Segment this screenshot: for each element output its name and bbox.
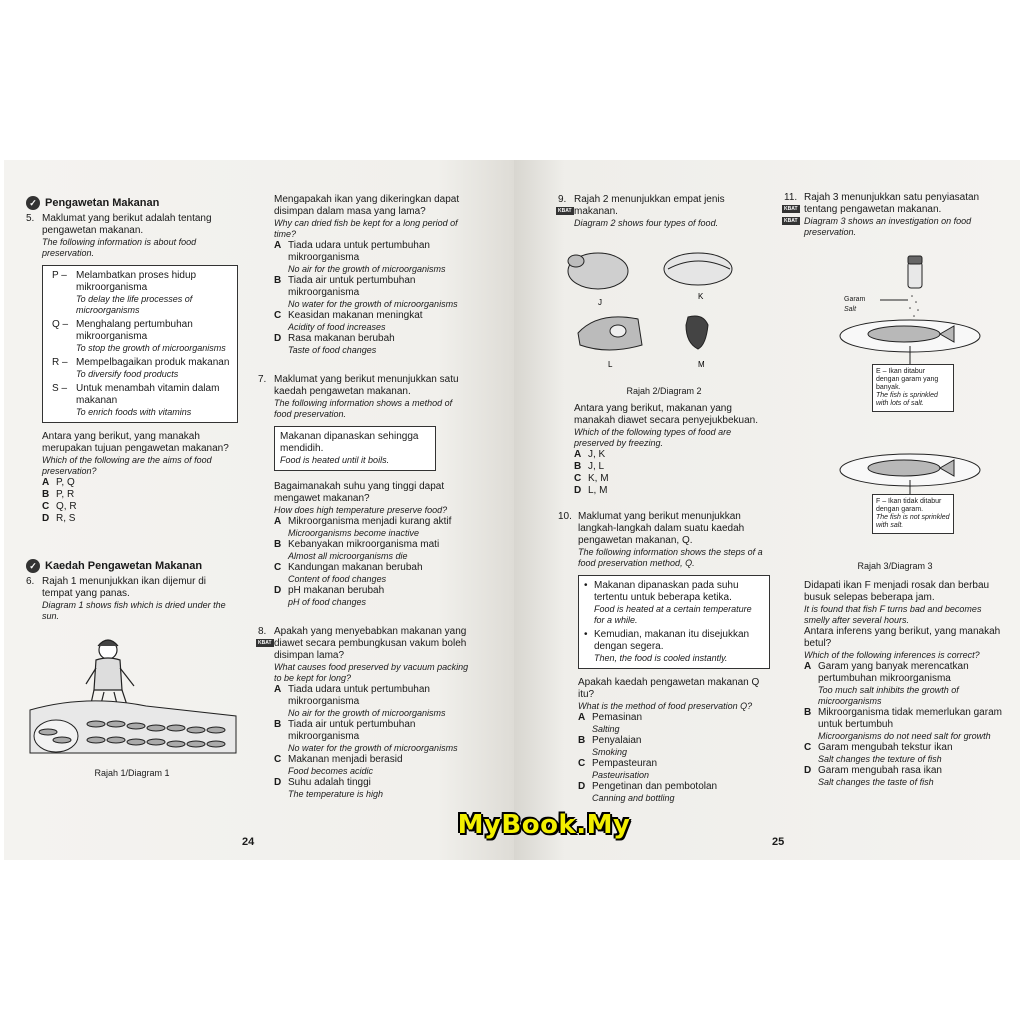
fish-tray (30, 701, 236, 753)
q8-option-b[interactable]: B Tiada air untuk pertumbuhan mikroorganisma No water for the growth of microorganisms (274, 719, 458, 753)
left-page (4, 160, 514, 860)
q8-option-d[interactable]: D Suhu adalah tinggi The temperature is high (274, 777, 384, 799)
q5-option-d[interactable]: D R, S (42, 513, 76, 524)
food-types-illustration (558, 233, 770, 381)
salt-shaker-icon (908, 262, 922, 288)
q11-option-c[interactable]: C Garam mengubah tekstur ikan Salt changes the texture of fish (804, 742, 953, 764)
q6-option-c[interactable]: C Keasidan makanan meningkat Acidity of food increases (274, 310, 423, 332)
q7-option-a[interactable]: A Mikroorganisma menjadi kurang aktif Microorganisms become inactive (274, 516, 452, 538)
left-column-1 (26, 196, 238, 779)
page-number-left: 24 (242, 836, 255, 848)
box-item-s: S – Untuk menambah vitamin dalam makanan To enrich foods with vitamins (52, 383, 220, 417)
q9-option-c[interactable]: C K, M (574, 473, 609, 484)
diagram-3-caption: Rajah 3/Diagram 3 (857, 561, 933, 571)
q5-option-b[interactable]: B P, R (42, 489, 75, 500)
fish-f-icon (868, 460, 940, 476)
q7-option-b[interactable]: B Kebanyakan mikroorganisma mati Almost all microorganisms die (274, 539, 440, 561)
q11-option-b[interactable]: B Mikroorganisma tidak memerlukan garam untuk bertumbuh Microorganisms do not need salt for growth (804, 707, 1002, 741)
question-9-stem: Antara yang berikut, makanan yang manakah diawet secara penyejukbekuan. Which of the following types of food are preserved by freezing. A J, K B J, L C K, M D L, M (558, 403, 770, 497)
question-11-stem: Didapati ikan F menjadi rosak dan berbau busuk selepas beberapa jam. It is found that fish F turns bad and becomes smelly after several hours. Antara inferens yang berikut, yang manakah betul? Which of the following inferences is correct? A Garam yang banyak merencatkan pertumbuhan mikroorganisma Too much salt inhibits the growth of microorganisms B Mikroorganisma tidak memerlukan garam untuk bertumbuh Microorganisms do not need salt for growth C Garam mengubah tekstur ikan Salt changes the texture of fish D Garam mengubah rasa ikan Salt changes the taste of fish (784, 580, 1006, 788)
fish-e-icon (868, 326, 940, 342)
diagram-2-caption: Rajah 2/Diagram 2 (626, 386, 702, 396)
right-page (514, 160, 1020, 860)
q10-option-d[interactable]: D Pengetinan dan pembotolan Canning and bottling (578, 781, 718, 803)
box-item-r: R – Mempelbagaikan produk makanan To diversify food products (52, 357, 230, 379)
q9-option-b[interactable]: B J, L (574, 461, 605, 472)
strawberry-icon (686, 316, 708, 349)
box-item-p: P – Melambatkan proses hidup mikroorganisma To delay the life processes of microorganisms (52, 270, 197, 315)
q11-option-d[interactable]: D Garam mengubah rasa ikan Salt changes the taste of fish (804, 765, 942, 787)
section-heading-kaedah: ✓ Kaedah Pengawetan Makanan (26, 559, 238, 573)
box-item-q: Q – Menghalang pertumbuhan mikroorganisma To stop the growth of microorganisms (52, 319, 226, 353)
right-column-2 (784, 192, 1006, 788)
box-fish-e: E – Ikan ditabur dengan garam yang banyak. The fish is sprinkled with lots of salt. (872, 364, 954, 412)
q7-option-c[interactable]: C Kandungan makanan berubah Content of food changes (274, 562, 423, 584)
question-6: 6. Rajah 1 menunjukkan ikan dijemur di tempat yang panas. Diagram 1 shows fish which is dried under the sun. (26, 576, 226, 621)
watermark: MyBook.My (457, 810, 631, 840)
q10-option-c[interactable]: C Pempasteuran Pasteurisation (578, 758, 658, 780)
q6-option-b[interactable]: B Tiada air untuk pertumbuhan mikroorganisma No water for the growth of microorganisms (274, 275, 458, 309)
section-heading-pengawetan: ✓ Pengawetan Makanan (26, 196, 238, 210)
question-10: 10. Maklumat yang berikut menunjukkan langkah-langkah dalam suatu kaedah pengawetan makanan, Q. The following information shows the steps of a food preservation method, Q. • Makanan dipanaskan pada suhu tertentu untuk beberapa ketika. Food is heated at a certain temperature for a while. • Kemudian, makanan itu disejukkan dengan segera. Then, the food is cooled instantly. Apakah kaedah pengawetan makanan Q itu? What is the method of food preservation Q? A Pemasinan Salting B Penyalaian Smoking C Pempasteuran Pasteurisation D Pengetinan dan pembotolan Canning and bottling (558, 511, 770, 804)
label-m: M (698, 360, 705, 369)
q10-info-box: • Makanan dipanaskan pada suhu tertentu untuk beberapa ketika. Food is heated at a certain temperature for a while. • Kemudian, makanan itu disejukkan dengan segera. Then, the food is cooled instantly. (578, 575, 770, 669)
check-icon: ✓ (26, 559, 40, 573)
q8-option-a[interactable]: A Tiada udara untuk pertumbuhan mikroorganisma No air for the growth of microorganisms (274, 684, 446, 718)
kbat-badge: KBAT (258, 640, 272, 646)
kbat-badge: KBAT (558, 208, 572, 214)
q5-option-c[interactable]: C Q, R (42, 501, 77, 512)
q6-option-a[interactable]: A Tiada udara untuk pertumbuhan mikroorganisma No air for the growth of microorganisms (274, 240, 446, 274)
q10-option-b[interactable]: B Penyalaian Smoking (578, 735, 642, 757)
man-figure (86, 640, 134, 708)
salt-label: Garam Salt (844, 296, 866, 313)
question-6-continued: Mengapakah ikan yang dikeringkan dapat disimpan dalam masa yang lama? Why can dried fish be kept for a long period of time? A Tiada udara untuk pertumbuhan mikroorganisma No air for the growth of microorganisms B Tiada air untuk pertumbuhan mikroorganisma No water for the growth of microorganisms C Keasidan makanan meningkat Acidity of food increases D Rasa makanan berubah Taste of food changes (258, 194, 470, 356)
q7-info-box: Makanan dipanaskan sehingga mendidih. Food is heated until it boils. (274, 426, 436, 471)
q11-option-a[interactable]: A Garam yang banyak merencatkan pertumbuhan mikroorganisma Too much salt inhibits the growth of microorganisms (804, 661, 969, 706)
q5-option-a[interactable]: A P, Q (42, 477, 75, 488)
kbat-badge: KBAT (784, 206, 798, 212)
kbat-badge-2: KBAT (784, 218, 798, 224)
question-11: 11. KBAT KBAT Rajah 3 menunjukkan satu penyiasatan tentang pengawetan makanan. Diagram 3 shows an investigation on food preservation. (784, 192, 980, 237)
question-7: 7. Maklumat yang berikut menunjukkan satu kaedah pengawetan makanan. The following information shows a method of food preservation. Makanan dipanaskan sehingga mendidih. Food is heated until it boils. Bagaimanakah suhu yang tinggi dapat mengawet makanan? How does high temperature preserve food? A Mikroorganisma menjadi kurang aktif Microorganisms become inactive B Kebanyakan mikroorganisma mati Almost all microorganisms die C Kandungan makanan berubah Content of food changes D pH makanan berubah pH of food changes (258, 374, 470, 608)
question-9: 9. KBAT Rajah 2 menunjukkan empat jenis makanan. Diagram 2 shows four types of food. (558, 194, 725, 228)
vegetable-icon (664, 253, 732, 285)
meat-icon (578, 317, 642, 350)
box-fish-f: F – Ikan tidak ditabur dengan garam. The fish is not sprinkled with salt. (872, 494, 954, 534)
left-column-2 (258, 194, 470, 800)
q7-option-d[interactable]: D pH makanan berubah pH of food changes (274, 585, 385, 607)
right-column-1 (558, 194, 770, 804)
label-l: L (608, 360, 613, 369)
question-8: 8. KBAT Apakah yang menyebabkan makanan yang diawet secara pembungkusan vakum boleh disimpan lama? What causes food preserved by vacuum packing to be kept for long? A Tiada udara untuk pertumbuhan mikroorganisma No air for the growth of microorganisms B Tiada air untuk pertumbuhan mikroorganisma No water for the growth of microorganisms C Makanan menjadi berasid Food becomes acidic D Suhu adalah tinggi The temperature is high (258, 626, 469, 799)
drying-fish-illustration (26, 628, 238, 763)
q9-option-d[interactable]: D L, M (574, 485, 608, 496)
book-spread (4, 160, 1020, 860)
diagram-3 (784, 238, 1006, 556)
q10-option-a[interactable]: A Pemasinan Salting (578, 712, 643, 734)
diagram-1-caption: Rajah 1/Diagram 1 (94, 768, 170, 778)
check-icon: ✓ (26, 196, 40, 210)
page-number-right: 25 (772, 836, 785, 848)
label-j: J (598, 298, 602, 307)
q8-option-c[interactable]: C Makanan menjadi berasid Food becomes acidic (274, 754, 403, 776)
q9-option-a[interactable]: A J, K (574, 449, 606, 460)
question-5: 5. Maklumat yang berikut adalah tentang pengawetan makanan. The following information is about food preservation. P – Melambatkan proses hidup mikroorganisma To delay the life processes of microorganisms Q – Menghalang pertumbuhan mikroorganisma To stop the growth of microorganisms R – Mempelbagaikan produk makanan To diversify food products S – Untuk menambah vitamin dalam makanan To enrich foods with vitamins Antara yang berikut, yang manakah merupakan tujuan pengawetan makanan? Which of the following are the aims of food preservation? A P, Q B P, R C Q, R D R, S (26, 213, 238, 525)
q6-option-d[interactable]: D Rasa makanan berubah Taste of food changes (274, 333, 395, 355)
label-k: K (698, 292, 704, 301)
q5-info-box (42, 265, 238, 423)
